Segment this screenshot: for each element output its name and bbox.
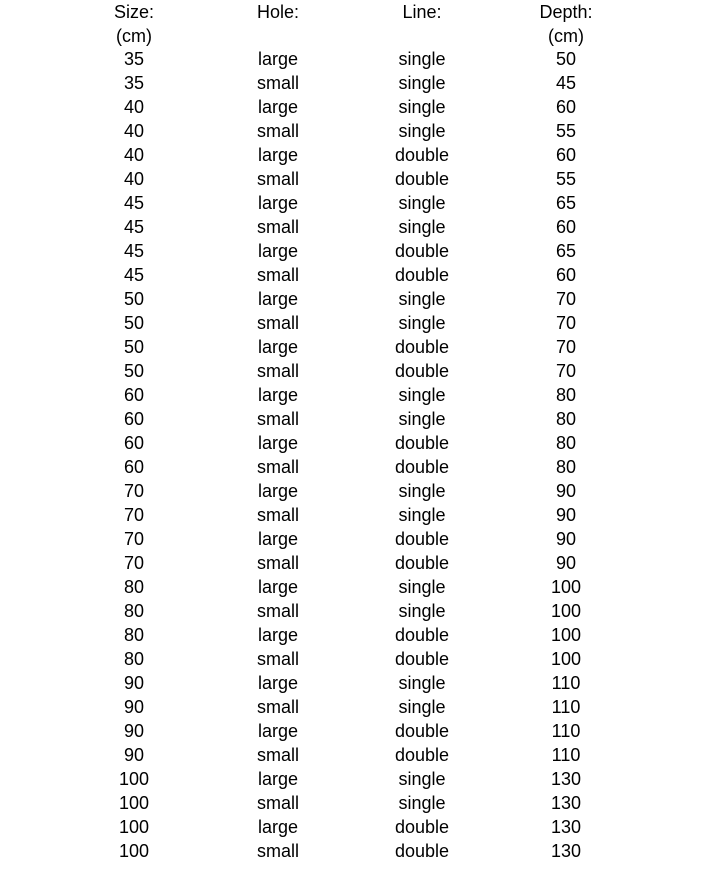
cell-line: single xyxy=(398,97,446,117)
cell-size: 35 xyxy=(123,49,145,69)
cell-hole: small xyxy=(256,361,299,381)
cell-depth: 80 xyxy=(555,457,577,477)
cell-size: 90 xyxy=(123,745,145,765)
table-row xyxy=(0,455,703,479)
table-row xyxy=(0,263,703,287)
cell-hole: large xyxy=(257,193,299,213)
cell-size: 80 xyxy=(123,601,145,621)
cell-size: 90 xyxy=(123,697,145,717)
cell-depth: 130 xyxy=(550,793,582,813)
header-line: Line: xyxy=(402,2,442,22)
cell-depth: 110 xyxy=(551,721,581,741)
table-row xyxy=(0,239,703,263)
cell-hole: small xyxy=(256,121,299,141)
cell-size: 45 xyxy=(123,241,145,261)
cell-hole: small xyxy=(256,793,299,813)
cell-size: 100 xyxy=(118,841,150,861)
cell-line: double xyxy=(394,745,450,765)
cell-line: single xyxy=(398,121,446,141)
cell-depth: 55 xyxy=(555,169,577,189)
table-row xyxy=(0,287,703,311)
cell-size: 80 xyxy=(123,625,145,645)
table-row xyxy=(0,623,703,647)
cell-hole: large xyxy=(257,97,299,117)
cell-size: 90 xyxy=(123,721,145,741)
cell-size: 45 xyxy=(123,217,145,237)
cell-hole: large xyxy=(257,577,299,597)
cell-size: 90 xyxy=(123,673,145,693)
cell-size: 45 xyxy=(123,265,145,285)
cell-line: single xyxy=(398,73,446,93)
table-row xyxy=(0,479,703,503)
cell-size: 60 xyxy=(123,385,145,405)
cell-hole: large xyxy=(257,433,299,453)
cell-hole: large xyxy=(257,769,299,789)
table-header xyxy=(0,0,703,48)
cell-size: 40 xyxy=(123,121,145,141)
cell-depth: 60 xyxy=(555,265,577,285)
cell-size: 100 xyxy=(118,817,150,837)
cell-hole: large xyxy=(257,529,299,549)
cell-hole: large xyxy=(257,337,299,357)
header-size: Size: xyxy=(113,2,155,22)
cell-line: single xyxy=(398,697,446,717)
table-row xyxy=(0,839,703,863)
cell-size: 40 xyxy=(123,169,145,189)
cell-depth: 80 xyxy=(555,385,577,405)
cell-depth: 110 xyxy=(551,745,581,765)
cell-depth: 60 xyxy=(555,97,577,117)
cell-depth: 70 xyxy=(555,361,577,381)
table-row xyxy=(0,719,703,743)
table-row xyxy=(0,743,703,767)
cell-line: single xyxy=(398,505,446,525)
cell-depth: 90 xyxy=(555,481,577,501)
cell-depth: 100 xyxy=(550,649,582,669)
cell-size: 50 xyxy=(123,361,145,381)
table-row xyxy=(0,407,703,431)
cell-hole: large xyxy=(257,289,299,309)
cell-line: double xyxy=(394,457,450,477)
cell-line: double xyxy=(394,841,450,861)
cell-line: single xyxy=(398,217,446,237)
table-row xyxy=(0,215,703,239)
table-row xyxy=(0,503,703,527)
table-row xyxy=(0,143,703,167)
table-row xyxy=(0,431,703,455)
cell-line: single xyxy=(398,769,446,789)
cell-depth: 130 xyxy=(550,817,582,837)
cell-hole: small xyxy=(256,265,299,285)
cell-depth: 70 xyxy=(555,337,577,357)
cell-line: double xyxy=(394,169,450,189)
cell-depth: 90 xyxy=(555,529,577,549)
header-hole: Hole: xyxy=(256,2,300,22)
cell-hole: small xyxy=(256,841,299,861)
cell-depth: 60 xyxy=(555,145,577,165)
table-row xyxy=(0,767,703,791)
cell-line: double xyxy=(394,553,450,573)
cell-line: single xyxy=(398,793,446,813)
cell-size: 80 xyxy=(123,649,145,669)
table-row xyxy=(0,695,703,719)
cell-line: single xyxy=(398,313,446,333)
cell-hole: small xyxy=(256,745,299,765)
cell-hole: small xyxy=(256,553,299,573)
cell-line: single xyxy=(398,289,446,309)
cell-hole: small xyxy=(256,649,299,669)
cell-depth: 50 xyxy=(555,49,577,69)
cell-size: 70 xyxy=(123,529,145,549)
table-row xyxy=(0,95,703,119)
cell-depth: 100 xyxy=(550,601,582,621)
cell-depth: 90 xyxy=(555,505,577,525)
cell-hole: large xyxy=(257,241,299,261)
cell-size: 70 xyxy=(123,553,145,573)
cell-line: double xyxy=(394,817,450,837)
cell-depth: 80 xyxy=(555,409,577,429)
cell-size: 60 xyxy=(123,409,145,429)
cell-size: 100 xyxy=(118,769,150,789)
table-row xyxy=(0,815,703,839)
table-row xyxy=(0,791,703,815)
cell-size: 50 xyxy=(123,313,145,333)
table-row xyxy=(0,671,703,695)
cell-hole: large xyxy=(257,49,299,69)
cell-hole: small xyxy=(256,601,299,621)
cell-size: 80 xyxy=(123,577,145,597)
cell-hole: large xyxy=(257,145,299,165)
cell-depth: 70 xyxy=(555,313,577,333)
cell-depth: 65 xyxy=(555,241,577,261)
header-depth: Depth: xyxy=(539,2,593,22)
table-row xyxy=(0,335,703,359)
cell-line: single xyxy=(398,409,446,429)
cell-hole: large xyxy=(257,721,299,741)
table-row xyxy=(0,647,703,671)
table-row xyxy=(0,359,703,383)
table-row xyxy=(0,167,703,191)
cell-depth: 55 xyxy=(555,121,577,141)
cell-line: single xyxy=(398,481,446,501)
cell-hole: small xyxy=(256,457,299,477)
cell-depth: 110 xyxy=(551,673,581,693)
header-size-unit: (cm) xyxy=(116,26,152,46)
cell-line: single xyxy=(398,193,446,213)
cell-size: 60 xyxy=(123,433,145,453)
cell-hole: small xyxy=(256,409,299,429)
header-depth-unit: (cm) xyxy=(548,26,584,46)
table-row xyxy=(0,47,703,71)
table-row xyxy=(0,383,703,407)
cell-size: 70 xyxy=(123,481,145,501)
cell-hole: large xyxy=(257,817,299,837)
cell-hole: small xyxy=(256,73,299,93)
cell-size: 50 xyxy=(123,289,145,309)
table-row xyxy=(0,527,703,551)
cell-hole: small xyxy=(256,217,299,237)
table-row xyxy=(0,191,703,215)
table-row xyxy=(0,311,703,335)
cell-line: single xyxy=(398,577,446,597)
cell-line: single xyxy=(398,673,446,693)
cell-line: double xyxy=(394,649,450,669)
table-row xyxy=(0,551,703,575)
cell-size: 100 xyxy=(118,793,150,813)
cell-depth: 60 xyxy=(555,217,577,237)
table-row xyxy=(0,119,703,143)
cell-hole: small xyxy=(256,313,299,333)
cell-line: double xyxy=(394,241,450,261)
cell-line: double xyxy=(394,625,450,645)
cell-depth: 45 xyxy=(555,73,577,93)
cell-line: single xyxy=(398,49,446,69)
cell-size: 40 xyxy=(123,97,145,117)
cell-size: 40 xyxy=(123,145,145,165)
table-body xyxy=(0,47,703,863)
cell-depth: 80 xyxy=(555,433,577,453)
cell-hole: small xyxy=(256,697,299,717)
cell-hole: large xyxy=(257,625,299,645)
cell-size: 60 xyxy=(123,457,145,477)
table-row xyxy=(0,71,703,95)
cell-depth: 70 xyxy=(555,289,577,309)
cell-depth: 130 xyxy=(550,769,582,789)
cell-line: double xyxy=(394,265,450,285)
cell-line: double xyxy=(394,721,450,741)
cell-hole: large xyxy=(257,385,299,405)
cell-depth: 100 xyxy=(550,577,582,597)
cell-size: 45 xyxy=(123,193,145,213)
cell-size: 35 xyxy=(123,73,145,93)
table-row xyxy=(0,599,703,623)
cell-hole: small xyxy=(256,169,299,189)
cell-line: single xyxy=(398,385,446,405)
cell-line: double xyxy=(394,337,450,357)
table-row xyxy=(0,575,703,599)
cell-hole: small xyxy=(256,505,299,525)
cell-hole: large xyxy=(257,673,299,693)
cell-line: double xyxy=(394,433,450,453)
cell-line: double xyxy=(394,361,450,381)
cell-hole: large xyxy=(257,481,299,501)
cell-line: double xyxy=(394,145,450,165)
cell-line: single xyxy=(398,601,446,621)
cell-depth: 100 xyxy=(550,625,582,645)
cell-depth: 90 xyxy=(555,553,577,573)
cell-depth: 130 xyxy=(550,841,582,861)
cell-line: double xyxy=(394,529,450,549)
cell-depth: 65 xyxy=(555,193,577,213)
cell-depth: 110 xyxy=(551,697,581,717)
cell-size: 70 xyxy=(123,505,145,525)
cell-size: 50 xyxy=(123,337,145,357)
